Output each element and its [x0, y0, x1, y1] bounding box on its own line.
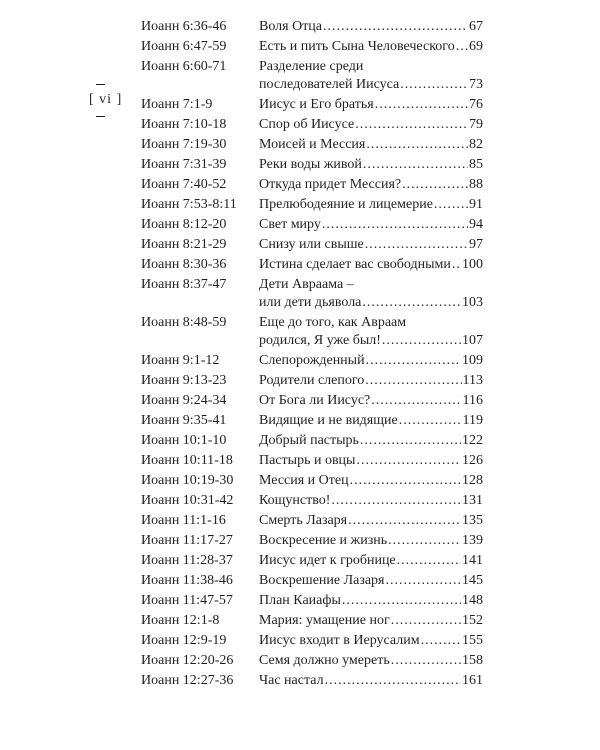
toc-entry-last-line: [259, 196, 483, 214]
toc-entry-reference: Иоанн 12:1-8: [141, 613, 220, 628]
toc-entry-title-block: [259, 612, 483, 630]
toc-entry-page: 126: [462, 453, 483, 468]
dot-leader: [348, 512, 461, 530]
toc-entry[interactable]: [141, 116, 483, 134]
toc-entry-last-line: [259, 492, 483, 510]
toc-entry[interactable]: [141, 256, 483, 274]
toc-entry[interactable]: [141, 612, 483, 630]
toc-entry-reference: Иоанн 7:1-9: [141, 97, 213, 112]
toc-entry-title: или дети дьявола: [259, 295, 362, 310]
dot-leader: [382, 332, 461, 350]
toc-entry-reference: Иоанн 7:10-18: [141, 117, 227, 132]
toc-entry-page: 128: [462, 473, 483, 488]
toc-entry-title: Спор об Иисусе: [259, 117, 355, 132]
toc-entry-page: 103: [462, 295, 483, 310]
toc-entry-page: 141: [462, 553, 483, 568]
dot-leader: [325, 672, 461, 690]
toc-entry[interactable]: [141, 156, 483, 174]
toc-entry-page: 152: [462, 613, 483, 628]
toc-entry-last-line: [259, 76, 483, 94]
toc-entry-page: 113: [462, 373, 483, 388]
toc-entry-title-block: [259, 116, 483, 134]
dot-leader: [355, 116, 468, 134]
toc-entry-page: 82: [469, 137, 483, 152]
toc-entry-title: Воля Отца: [259, 19, 323, 34]
toc-entry-page: 107: [462, 333, 483, 348]
toc-entry[interactable]: [141, 512, 483, 530]
toc-entry-last-line: [259, 672, 483, 690]
toc-entry-page: 122: [462, 433, 483, 448]
toc-entry-title: Воскресение и жизнь: [259, 533, 388, 548]
toc-entry-title-block: [259, 472, 483, 490]
toc-entry-title: Свет миру: [259, 217, 321, 232]
toc-entry-title: Снизу или свыше: [259, 237, 364, 252]
toc-entry-title: Есть и пить Сына Человеческого: [259, 39, 455, 54]
toc-entry[interactable]: [141, 532, 483, 550]
toc-entry-last-line: [259, 552, 483, 570]
toc-entry-last-line: [259, 352, 483, 370]
toc-entry-page: 158: [462, 653, 483, 668]
toc-entry-title-block: [259, 176, 483, 194]
toc-entry-page: 76: [469, 97, 483, 112]
page-number: [89, 92, 122, 108]
toc-entry-last-line: [259, 96, 483, 114]
dot-leader: [399, 412, 462, 430]
toc-entry-reference: Иоанн 7:53-8:11: [141, 197, 237, 212]
toc-entry-title: Родители слепого: [259, 373, 365, 388]
toc-entry-reference: Иоанн 7:31-39: [141, 157, 227, 172]
toc-entry-title-block: [259, 196, 483, 214]
dot-leader: [391, 612, 461, 630]
toc-entry-page: 85: [469, 157, 483, 172]
toc-entry-title-block: [259, 38, 483, 56]
dot-leader: [452, 256, 461, 274]
toc-entry-reference: Иоанн 6:36-46: [141, 19, 227, 34]
toc-entry-title-block: [259, 672, 483, 690]
dot-leader: [371, 392, 461, 410]
toc-entry-title-block: [259, 452, 483, 470]
dot-leader: [386, 572, 461, 590]
dot-leader: [365, 236, 468, 254]
toc-entry[interactable]: [141, 196, 483, 214]
page-number-top-rule: [96, 84, 105, 85]
toc-entry-last-line: [259, 612, 483, 630]
toc-entry[interactable]: [141, 492, 483, 510]
toc-entry[interactable]: [141, 592, 483, 610]
toc-entry-reference: Иоанн 12:9-19: [141, 633, 227, 648]
toc-entry-reference: Иоанн 9:13-23: [141, 373, 227, 388]
toc-entry[interactable]: [141, 572, 483, 590]
toc-entry-last-line: [259, 236, 483, 254]
toc-entry-reference: Иоанн 8:21-29: [141, 237, 227, 252]
toc-entry-last-line: [259, 412, 483, 430]
toc-entry-title-block: [259, 256, 483, 274]
toc-entry-reference: Иоанн 11:47-57: [141, 593, 233, 608]
toc-entry-title-block: [259, 96, 483, 114]
toc-entry-title: Видящие и не видящие: [259, 413, 398, 428]
toc-entry-reference: Иоанн 12:27-36: [141, 673, 234, 688]
toc-entry-title: Еще до того, как Авраам: [259, 315, 407, 330]
page-number-value: vi: [99, 92, 113, 107]
dot-leader: [366, 136, 468, 154]
toc-entry-title: последователей Иисуса: [259, 77, 400, 92]
toc-entry-title: Реки воды живой: [259, 157, 362, 172]
toc-entry-page: 73: [469, 77, 483, 92]
toc-entry[interactable]: [141, 672, 483, 690]
toc-entry-reference: Иоанн 10:31-42: [141, 493, 234, 508]
toc-entry[interactable]: [141, 18, 483, 36]
toc-entry-title-block: [259, 58, 483, 94]
toc-entry-reference: Иоанн 10:11-18: [141, 453, 233, 468]
toc-entry-last-line: [259, 472, 483, 490]
toc-entry-page: 161: [462, 673, 483, 688]
toc-entry-title-block: [259, 314, 483, 350]
toc-entry[interactable]: [141, 276, 483, 312]
dot-leader: [322, 216, 468, 234]
toc-entry-page: 139: [462, 533, 483, 548]
toc-entry-title: План Каиафы: [259, 593, 341, 608]
toc-entry-page: 109: [462, 353, 483, 368]
toc-entry-reference: Иоанн 8:48-59: [141, 315, 227, 330]
toc-entry[interactable]: [141, 432, 483, 450]
dot-leader: [402, 176, 468, 194]
toc-entry-title: Час настал: [259, 673, 324, 688]
toc-entry-last-line: [259, 652, 483, 670]
toc-entry-title: Разделение среди: [259, 59, 364, 74]
toc-entry-reference: Иоанн 9:1-12: [141, 353, 220, 368]
toc-entry-page: 148: [462, 593, 483, 608]
toc-entry-last-line: [259, 294, 483, 312]
page-number-bottom-rule: [96, 116, 105, 117]
toc-entry-page: 119: [462, 413, 483, 428]
toc-entry-last-line: [259, 256, 483, 274]
toc-entry-page: 131: [462, 493, 483, 508]
toc-entry-reference: Иоанн 7:19-30: [141, 137, 227, 152]
toc-entry-last-line: [259, 332, 483, 350]
toc-entry-reference: Иоанн 10:19-30: [141, 473, 234, 488]
toc-entry-title: Смерть Лазаря: [259, 513, 348, 528]
toc-entry-title-block: [259, 412, 483, 430]
dot-leader: [434, 196, 468, 214]
dot-leader: [331, 492, 461, 510]
toc-entry-title-block: [259, 532, 483, 550]
toc-entry-title-block: [259, 492, 483, 510]
toc-entry[interactable]: [141, 652, 483, 670]
toc-entry-title-block: [259, 216, 483, 234]
toc-entry-page: 79: [469, 117, 483, 132]
toc-entry-reference: Иоанн 9:24-34: [141, 393, 227, 408]
toc-entry-title: Иисус идет к гробнице: [259, 553, 396, 568]
toc-entry-page: 88: [469, 177, 483, 192]
toc-entry-title-block: [259, 276, 483, 312]
toc-entry-title: Дети Авраама –: [259, 277, 354, 292]
toc-entry-title: Откуда придет Мессия?: [259, 177, 402, 192]
toc-entry-title-block: [259, 592, 483, 610]
toc-entry[interactable]: [141, 452, 483, 470]
toc-entry-page: 135: [462, 513, 483, 528]
toc-entry-title-block: [259, 552, 483, 570]
toc-entry-last-line: [259, 392, 483, 410]
toc-entry[interactable]: [141, 552, 483, 570]
dot-leader: [360, 432, 461, 450]
toc-entry-title-block: [259, 392, 483, 410]
toc-entry-last-line: [259, 136, 483, 154]
toc-entry-last-line: [259, 116, 483, 134]
toc-entry-last-line: [259, 632, 483, 650]
toc-entry[interactable]: [141, 38, 483, 56]
toc-entry-reference: Иоанн 11:1-16: [141, 513, 226, 528]
toc-entry-last-line: [259, 18, 483, 36]
toc-entry-page: 91: [469, 197, 483, 212]
toc-entry-last-line: [259, 512, 483, 530]
toc-entry-title-block: [259, 432, 483, 450]
toc-entry-title: Мария: умащение ног: [259, 613, 390, 628]
toc-entry-title: Иисус и Его братья: [259, 97, 374, 112]
toc-entry-title-block: [259, 652, 483, 670]
toc-entry-reference: Иоанн 11:17-27: [141, 533, 233, 548]
dot-leader: [356, 452, 461, 470]
toc-entry-reference: Иоанн 6:47-59: [141, 39, 227, 54]
toc-entry-title: Истина сделает вас свободными: [259, 257, 451, 272]
toc-entry-title-block: [259, 512, 483, 530]
toc-entry-title: Слепорожденный: [259, 353, 365, 368]
toc-entry[interactable]: [141, 632, 483, 650]
toc-entry-title: Иисус входит в Иерусалим: [259, 633, 420, 648]
toc-entry-reference: Иоанн 11:38-46: [141, 573, 233, 588]
toc-entry[interactable]: [141, 176, 483, 194]
toc-entry-reference: Иоанн 8:30-36: [141, 257, 227, 272]
dot-leader: [388, 532, 461, 550]
toc-entry-reference: Иоанн 8:37-47: [141, 277, 227, 292]
toc-entry[interactable]: [141, 352, 483, 370]
dot-leader: [397, 552, 461, 570]
toc-entry[interactable]: [141, 314, 483, 350]
toc-entry-title-block: [259, 632, 483, 650]
dot-leader: [375, 96, 468, 114]
toc-entry-title: Добрый пастырь: [259, 433, 359, 448]
dot-leader: [366, 352, 461, 370]
toc-entry-last-line: [259, 532, 483, 550]
toc-entry-last-line: [259, 38, 483, 56]
toc-entry-reference: Иоанн 6:60-71: [141, 59, 227, 74]
toc-entry-page: 67: [469, 19, 483, 34]
toc-entry-title: Моисей и Мессия: [259, 137, 366, 152]
toc-entry-title-block: [259, 572, 483, 590]
toc-entry-last-line: [259, 572, 483, 590]
toc-entry-page: 116: [462, 393, 483, 408]
toc-entry[interactable]: [141, 236, 483, 254]
toc-entry[interactable]: [141, 412, 483, 430]
dot-leader: [342, 592, 461, 610]
toc-entry[interactable]: [141, 136, 483, 154]
toc-entry[interactable]: [141, 472, 483, 490]
toc-entry-title-block: [259, 156, 483, 174]
dot-leader: [365, 372, 461, 390]
toc-entry-last-line: [259, 452, 483, 470]
toc-entry-page: 100: [462, 257, 483, 272]
toc-entry-reference: Иоанн 8:12-20: [141, 217, 227, 232]
toc-entry-reference: Иоанн 9:35-41: [141, 413, 227, 428]
toc-entry-last-line: [259, 176, 483, 194]
dot-leader: [350, 472, 461, 490]
toc-entry-last-line: [259, 156, 483, 174]
toc-entry-title-block: [259, 18, 483, 36]
toc-entry-title: Кощунство!: [259, 493, 331, 508]
toc-entry-reference: Иоанн 12:20-26: [141, 653, 234, 668]
toc-entry-title: Мессия и Отец: [259, 473, 349, 488]
dot-leader: [456, 38, 468, 56]
toc-entry-page: 155: [462, 633, 483, 648]
toc-entry[interactable]: [141, 58, 483, 94]
toc-entry-last-line: [259, 216, 483, 234]
dot-leader: [362, 294, 461, 312]
toc-entry-title: Воскрешение Лазаря: [259, 573, 385, 588]
dot-leader: [363, 156, 468, 174]
toc-entry-title: Пастырь и овцы: [259, 453, 356, 468]
table-of-contents: [141, 18, 483, 692]
toc-entry-title-block: [259, 352, 483, 370]
toc-entry[interactable]: [141, 372, 483, 390]
toc-entry-page: 145: [462, 573, 483, 588]
toc-entry-title-block: [259, 372, 483, 390]
dot-leader: [391, 652, 461, 670]
toc-entry-reference: Иоанн 7:40-52: [141, 177, 227, 192]
toc-entry-title-block: [259, 236, 483, 254]
toc-entry-reference: Иоанн 10:1-10: [141, 433, 227, 448]
toc-entry[interactable]: [141, 392, 483, 410]
toc-entry-title: От Бога ли Иисус?: [259, 393, 371, 408]
toc-entry-title-block: [259, 136, 483, 154]
dot-leader: [421, 632, 461, 650]
toc-entry-last-line: [259, 592, 483, 610]
toc-entry-page: 94: [469, 217, 483, 232]
dot-leader: [323, 18, 468, 36]
page-number-open-bracket: [: [89, 92, 95, 107]
dot-leader: [400, 76, 468, 94]
toc-entry[interactable]: [141, 96, 483, 114]
toc-entry-reference: Иоанн 11:28-37: [141, 553, 233, 568]
page-number-close-bracket: ]: [116, 92, 123, 107]
toc-entry-last-line: [259, 372, 483, 390]
toc-entry-title: Семя должно умереть: [259, 653, 390, 668]
toc-entry-title: родился, Я уже был!: [259, 333, 381, 348]
toc-entry[interactable]: [141, 216, 483, 234]
toc-entry-page: 97: [469, 237, 483, 252]
toc-entry-title: Прелюбодеяние и лицемерие: [259, 197, 433, 212]
toc-entry-last-line: [259, 432, 483, 450]
toc-entry-page: 69: [469, 39, 483, 54]
